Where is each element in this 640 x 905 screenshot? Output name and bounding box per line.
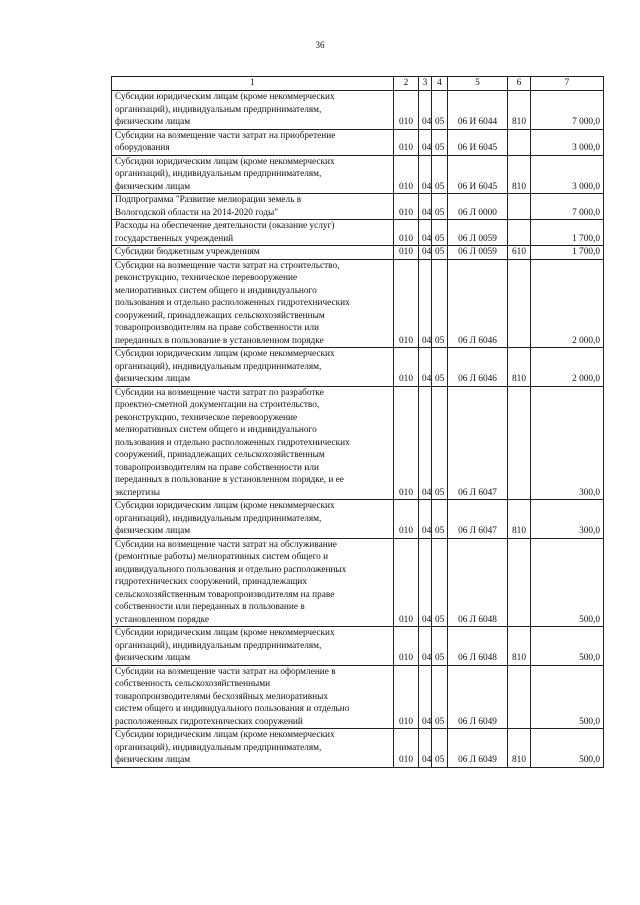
table-row [112, 246, 604, 260]
row-name-cell [112, 627, 394, 666]
amount-cell: 3 000,0 [531, 155, 604, 194]
section-cell: 04 [419, 259, 432, 348]
row-name-line: физическим лицам [115, 181, 191, 192]
row-name-line: (ремонтные работы) мелиоративных систем общего и [115, 552, 329, 562]
row-name-line: Субсидии бюджетным учреждениям [115, 247, 260, 257]
expense-type-cell [508, 386, 531, 500]
row-name-line: мелиоративных систем общего и индивидуального [115, 425, 317, 435]
row-name-line: товаропроизводителям на праве собственности или [115, 462, 319, 473]
table-header-row [112, 77, 604, 91]
row-name-line: переданных в пользование в установленном порядке [115, 335, 324, 346]
row-name-line: переданных в пользование в установленном порядке, и ее [115, 475, 344, 485]
code-cell: 010 [394, 729, 419, 768]
target-article-cell: 06 Л 0000 [448, 194, 508, 220]
target-article-cell: 06 И 6044 [448, 91, 508, 130]
section-cell: 04 [419, 348, 432, 387]
row-name-line: Субсидии юридическим лицам (кроме некоммерческих [115, 349, 335, 359]
amount-cell: 3 000,0 [531, 129, 604, 155]
row-name-line: Субсидии на возмещение части затрат на строительство, [115, 260, 340, 271]
header-vr: 6 [508, 77, 531, 91]
target-article-cell: 06 Л 6046 [448, 259, 508, 348]
expense-type-cell [508, 259, 531, 348]
row-name-cell [112, 665, 394, 729]
row-name-line: сельскохозяйственным товаропроизводителям на праве [115, 589, 335, 600]
row-name-cell [112, 259, 394, 348]
code-cell: 010 [394, 665, 419, 729]
section-cell: 04 [419, 665, 432, 729]
table-row [112, 538, 604, 627]
code-cell: 010 [394, 627, 419, 666]
row-name-line: организаций), индивидуальным предпринимателям, [115, 742, 322, 753]
row-name-line: собственность сельскохозяйственными [115, 679, 271, 689]
header-gr: 2 [394, 77, 419, 91]
subsection-cell: 05 [432, 538, 448, 627]
row-name-line: расположенных гидротехнических сооружений [115, 716, 303, 727]
target-article-cell: 06 Л 0059 [448, 220, 508, 246]
subsection-cell: 05 [432, 386, 448, 500]
section-cell: 04 [419, 246, 432, 260]
expense-type-cell: 810 [508, 91, 531, 130]
row-name-line: реконструкцию, техническое перевооружение [115, 412, 298, 423]
row-name-line: индивидуального пользования и отдельно расположенных [115, 564, 347, 575]
row-name-line: Субсидии на возмещение части затрат на обслуживание [115, 539, 337, 550]
row-name-cell [112, 500, 394, 539]
row-name-line: Субсидии на возмещение части затрат по разработке [115, 387, 324, 398]
table-row [112, 500, 604, 539]
row-name-line: организаций), индивидуальным предпринимателям, [115, 513, 322, 524]
expense-type-cell [508, 665, 531, 729]
subsection-cell: 05 [432, 665, 448, 729]
row-name-line: товаропроизводителями бесхозяйных мелиоративных [115, 691, 329, 702]
expense-type-cell [508, 129, 531, 155]
code-cell: 010 [394, 155, 419, 194]
row-name-line: Вологодской области на 2014-2020 годы" [115, 207, 278, 218]
row-name-line: собственности или переданных в пользование в [115, 602, 305, 612]
row-name-line: Расходы на обеспечение деятельности (оказание услуг) [115, 221, 335, 231]
code-cell: 010 [394, 500, 419, 539]
section-cell: 04 [419, 729, 432, 768]
expense-type-cell: 810 [508, 500, 531, 539]
target-article-cell: 06 Л 6049 [448, 729, 508, 768]
row-name-line: оборудования [115, 143, 170, 153]
row-name-line: Субсидии юридическим лицам (кроме некоммерческих [115, 501, 335, 511]
row-name-line: Субсидии юридическим лицам (кроме некоммерческих [115, 156, 335, 167]
row-name-line: Подпрограмма "Развитие мелиорации земель в [115, 195, 302, 205]
target-article-cell: 06 Л 6046 [448, 348, 508, 387]
code-cell: 010 [394, 538, 419, 627]
expense-type-cell [508, 538, 531, 627]
row-name-line: Субсидии на возмещение части затрат на оформление в [115, 666, 336, 677]
section-cell: 04 [419, 194, 432, 220]
subsection-cell: 05 [432, 729, 448, 768]
target-article-cell: 06 Л 6047 [448, 386, 508, 500]
row-name-line: Субсидии юридическим лицам (кроме некоммерческих [115, 730, 335, 740]
row-name-line: организаций), индивидуальным предпринимателям, [115, 169, 322, 179]
subsection-cell: 05 [432, 348, 448, 387]
amount-cell: 1 700,0 [531, 220, 604, 246]
row-name-line: пользования и отдельно расположенных гидротехнических [115, 437, 350, 448]
row-name-line: пользования и отдельно расположенных гидротехнических [115, 298, 350, 308]
expense-type-cell: 810 [508, 155, 531, 194]
subsection-cell: 05 [432, 194, 448, 220]
header-name: 1 [112, 77, 394, 91]
header-rz: 3 [419, 77, 432, 91]
section-cell: 04 [419, 500, 432, 539]
amount-cell: 500,0 [531, 665, 604, 729]
row-name-line: реконструкцию, техническое перевооружение [115, 273, 298, 283]
target-article-cell: 06 И 6045 [448, 155, 508, 194]
code-cell: 010 [394, 348, 419, 387]
row-name-cell [112, 538, 394, 627]
row-name-line: физическим лицам [115, 526, 191, 536]
code-cell: 010 [394, 386, 419, 500]
subsection-cell: 05 [432, 500, 448, 539]
table-row [112, 220, 604, 246]
row-name-line: государственных учреждений [115, 233, 234, 244]
amount-cell: 300,0 [531, 500, 604, 539]
row-name-line: Субсидии юридическим лицам (кроме некоммерческих [115, 92, 335, 102]
row-name-line: Субсидии на возмещение части затрат на приобретение [115, 130, 336, 141]
row-name-line: установленном порядке [115, 614, 210, 625]
code-cell: 010 [394, 259, 419, 348]
section-cell: 04 [419, 91, 432, 130]
header-pr: 4 [432, 77, 448, 91]
table-row [112, 129, 604, 155]
row-name-line: экспертизы [115, 487, 160, 498]
table-row [112, 665, 604, 729]
target-article-cell: 06 Л 6049 [448, 665, 508, 729]
target-article-cell: 06 Л 6048 [448, 538, 508, 627]
section-cell: 04 [419, 627, 432, 666]
table-body [112, 91, 604, 768]
section-cell: 04 [419, 220, 432, 246]
row-name-line: физическим лицам [115, 374, 191, 384]
amount-cell: 500,0 [531, 627, 604, 666]
subsection-cell: 05 [432, 246, 448, 260]
header-sum: 7 [531, 77, 604, 91]
code-cell: 010 [394, 220, 419, 246]
amount-cell: 500,0 [531, 538, 604, 627]
table-row [112, 91, 604, 130]
table-row [112, 386, 604, 500]
row-name-cell [112, 129, 394, 155]
expense-type-cell: 610 [508, 246, 531, 260]
table-row [112, 348, 604, 387]
amount-cell: 2 000,0 [531, 348, 604, 387]
table-row [112, 194, 604, 220]
row-name-line: мелиоративных систем общего и индивидуального [115, 285, 317, 296]
row-name-cell [112, 194, 394, 220]
expense-type-cell: 810 [508, 627, 531, 666]
table-row [112, 259, 604, 348]
expense-type-cell [508, 220, 531, 246]
row-name-line: организаций), индивидуальным предпринимателям, [115, 104, 322, 115]
table-row [112, 155, 604, 194]
subsection-cell: 05 [432, 129, 448, 155]
expense-type-cell: 810 [508, 729, 531, 768]
row-name-line: проектно-сметной документации на строительство, [115, 400, 320, 410]
code-cell: 010 [394, 194, 419, 220]
row-name-line: организаций), индивидуальным предпринимателям, [115, 361, 322, 372]
subsection-cell: 05 [432, 220, 448, 246]
amount-cell: 500,0 [531, 729, 604, 768]
row-name-cell [112, 729, 394, 768]
section-cell: 04 [419, 538, 432, 627]
code-cell: 010 [394, 129, 419, 155]
subsection-cell: 05 [432, 155, 448, 194]
row-name-line: физическим лицам [115, 755, 191, 765]
header-csr: 5 [448, 77, 508, 91]
row-name-line: гидротехнических сооружений, принадлежащих [115, 577, 307, 587]
row-name-line: физическим лицам [115, 117, 191, 127]
row-name-line: сооружений, принадлежащих сельскохозяйственным [115, 450, 325, 460]
table-row [112, 729, 604, 768]
row-name-line: товаропроизводителям на праве собственности или [115, 323, 319, 333]
row-name-cell [112, 155, 394, 194]
row-name-cell [112, 220, 394, 246]
target-article-cell: 06 Л 6048 [448, 627, 508, 666]
row-name-cell [112, 348, 394, 387]
amount-cell: 2 000,0 [531, 259, 604, 348]
row-name-line: Субсидии юридическим лицам (кроме некоммерческих [115, 628, 335, 638]
budget-table [111, 76, 604, 768]
amount-cell: 300,0 [531, 386, 604, 500]
section-cell: 04 [419, 386, 432, 500]
expense-type-cell [508, 194, 531, 220]
row-name-cell [112, 91, 394, 130]
section-cell: 04 [419, 155, 432, 194]
amount-cell: 7 000,0 [531, 194, 604, 220]
amount-cell: 1 700,0 [531, 246, 604, 260]
page-number: 36 [315, 40, 325, 50]
row-name-cell [112, 246, 394, 260]
target-article-cell: 06 И 6045 [448, 129, 508, 155]
target-article-cell: 06 Л 0059 [448, 246, 508, 260]
row-name-line: организаций), индивидуальным предпринимателям, [115, 640, 322, 651]
row-name-line: систем общего и индивидуального пользования и отдельно [115, 704, 350, 714]
row-name-cell [112, 386, 394, 500]
row-name-line: физическим лицам [115, 653, 191, 663]
table-row [112, 627, 604, 666]
subsection-cell: 05 [432, 627, 448, 666]
expense-type-cell: 810 [508, 348, 531, 387]
section-cell: 04 [419, 129, 432, 155]
subsection-cell: 05 [432, 259, 448, 348]
target-article-cell: 06 Л 6047 [448, 500, 508, 539]
row-name-line: сооружений, принадлежащих сельскохозяйственным [115, 310, 325, 321]
amount-cell: 7 000,0 [531, 91, 604, 130]
subsection-cell: 05 [432, 91, 448, 130]
code-cell: 010 [394, 246, 419, 260]
code-cell: 010 [394, 91, 419, 130]
